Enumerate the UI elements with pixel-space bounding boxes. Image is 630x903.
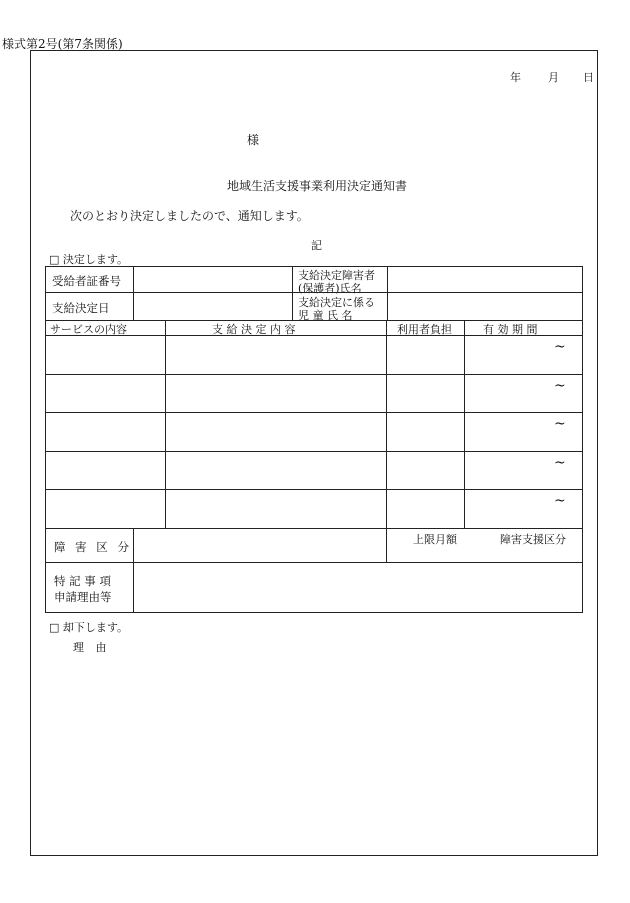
notes-label-cell xyxy=(45,562,134,613)
content-cell[interactable] xyxy=(165,412,387,452)
notes-field[interactable] xyxy=(133,562,583,613)
period-tilde: ~ xyxy=(554,339,566,355)
decision-date-label-cell xyxy=(45,292,134,321)
recipient-no-label: 受給者証番号 xyxy=(52,274,121,288)
period-tilde: ~ xyxy=(554,416,566,432)
upper-limit-cell[interactable] xyxy=(386,528,583,563)
date-day: 日 xyxy=(583,71,594,84)
form-number: 様式第2号(第7条関係) xyxy=(2,37,123,51)
child-label-line1: 支給決定に係る xyxy=(298,296,375,309)
date-month: 月 xyxy=(548,71,559,84)
col-burden-header xyxy=(386,320,465,336)
child-name-field[interactable] xyxy=(387,292,583,321)
content-cell[interactable] xyxy=(165,451,387,490)
period-tilde: ~ xyxy=(554,493,566,509)
recipient-no-label-cell xyxy=(45,266,134,293)
rejected-checkbox-option[interactable]: □ 却下します。 xyxy=(49,621,129,634)
period-cell[interactable] xyxy=(464,374,583,413)
content-cell[interactable] xyxy=(165,489,387,529)
burden-cell[interactable] xyxy=(386,374,465,413)
service-cell[interactable] xyxy=(45,335,166,375)
child-label-cell xyxy=(292,292,388,321)
recipient-no-field[interactable] xyxy=(133,266,293,293)
content-cell[interactable] xyxy=(165,374,387,413)
disability-category-label-cell xyxy=(45,528,134,563)
burden-cell[interactable] xyxy=(386,489,465,529)
col-burden-label: 利用者負担 xyxy=(397,323,452,336)
service-cell[interactable] xyxy=(45,451,166,490)
date-year: 年 xyxy=(510,71,521,84)
reason-label: 理 由 xyxy=(73,641,111,654)
upper-limit-label: 上限月額 xyxy=(413,533,457,546)
burden-cell[interactable] xyxy=(386,412,465,452)
col-content-label: 支 給 決 定 内 容 xyxy=(212,323,296,336)
col-service-label: サービスの内容 xyxy=(50,323,127,336)
support-category-label: 障害支援区分 xyxy=(500,533,566,546)
burden-cell[interactable] xyxy=(386,335,465,375)
col-period-header xyxy=(464,320,583,336)
guardian-label-cell xyxy=(292,266,388,293)
period-cell[interactable] xyxy=(464,412,583,452)
notes-label-line2: 申請理由等 xyxy=(54,590,112,604)
intro-text: 次のとおり決定しましたので、通知します。 xyxy=(70,209,309,223)
notes-label-line1: 特 記 事 項 xyxy=(54,574,111,588)
document-title: 地域生活支援事業利用決定通知書 xyxy=(227,179,408,193)
content-cell[interactable] xyxy=(165,335,387,375)
service-cell[interactable] xyxy=(45,374,166,413)
disability-category-label: 障 害 区 分 xyxy=(54,540,132,554)
addressee-suffix: 様 xyxy=(247,133,260,147)
burden-cell[interactable] xyxy=(386,451,465,490)
guardian-label-line1: 支給決定障害者 xyxy=(298,269,375,282)
decision-date-label: 支給決定日 xyxy=(52,301,110,315)
guardian-label-line2: (保護者)氏名 xyxy=(298,282,362,295)
period-cell[interactable] xyxy=(464,451,583,490)
service-cell[interactable] xyxy=(45,489,166,529)
col-period-label: 有 効 期 間 xyxy=(483,323,538,336)
decision-date-field[interactable] xyxy=(133,292,293,321)
service-cell[interactable] xyxy=(45,412,166,452)
ki-label: 記 xyxy=(311,239,322,252)
col-content-header xyxy=(165,320,387,336)
guardian-name-field[interactable] xyxy=(387,266,583,293)
decided-checkbox-option[interactable]: □ 決定します。 xyxy=(49,253,129,266)
col-service-header xyxy=(45,320,166,336)
child-label-line2: 児 童 氏 名 xyxy=(298,309,353,322)
disability-category-field[interactable] xyxy=(133,528,387,563)
period-tilde: ~ xyxy=(554,455,566,471)
period-cell[interactable] xyxy=(464,335,583,375)
period-tilde: ~ xyxy=(554,378,566,394)
period-cell[interactable] xyxy=(464,489,583,529)
